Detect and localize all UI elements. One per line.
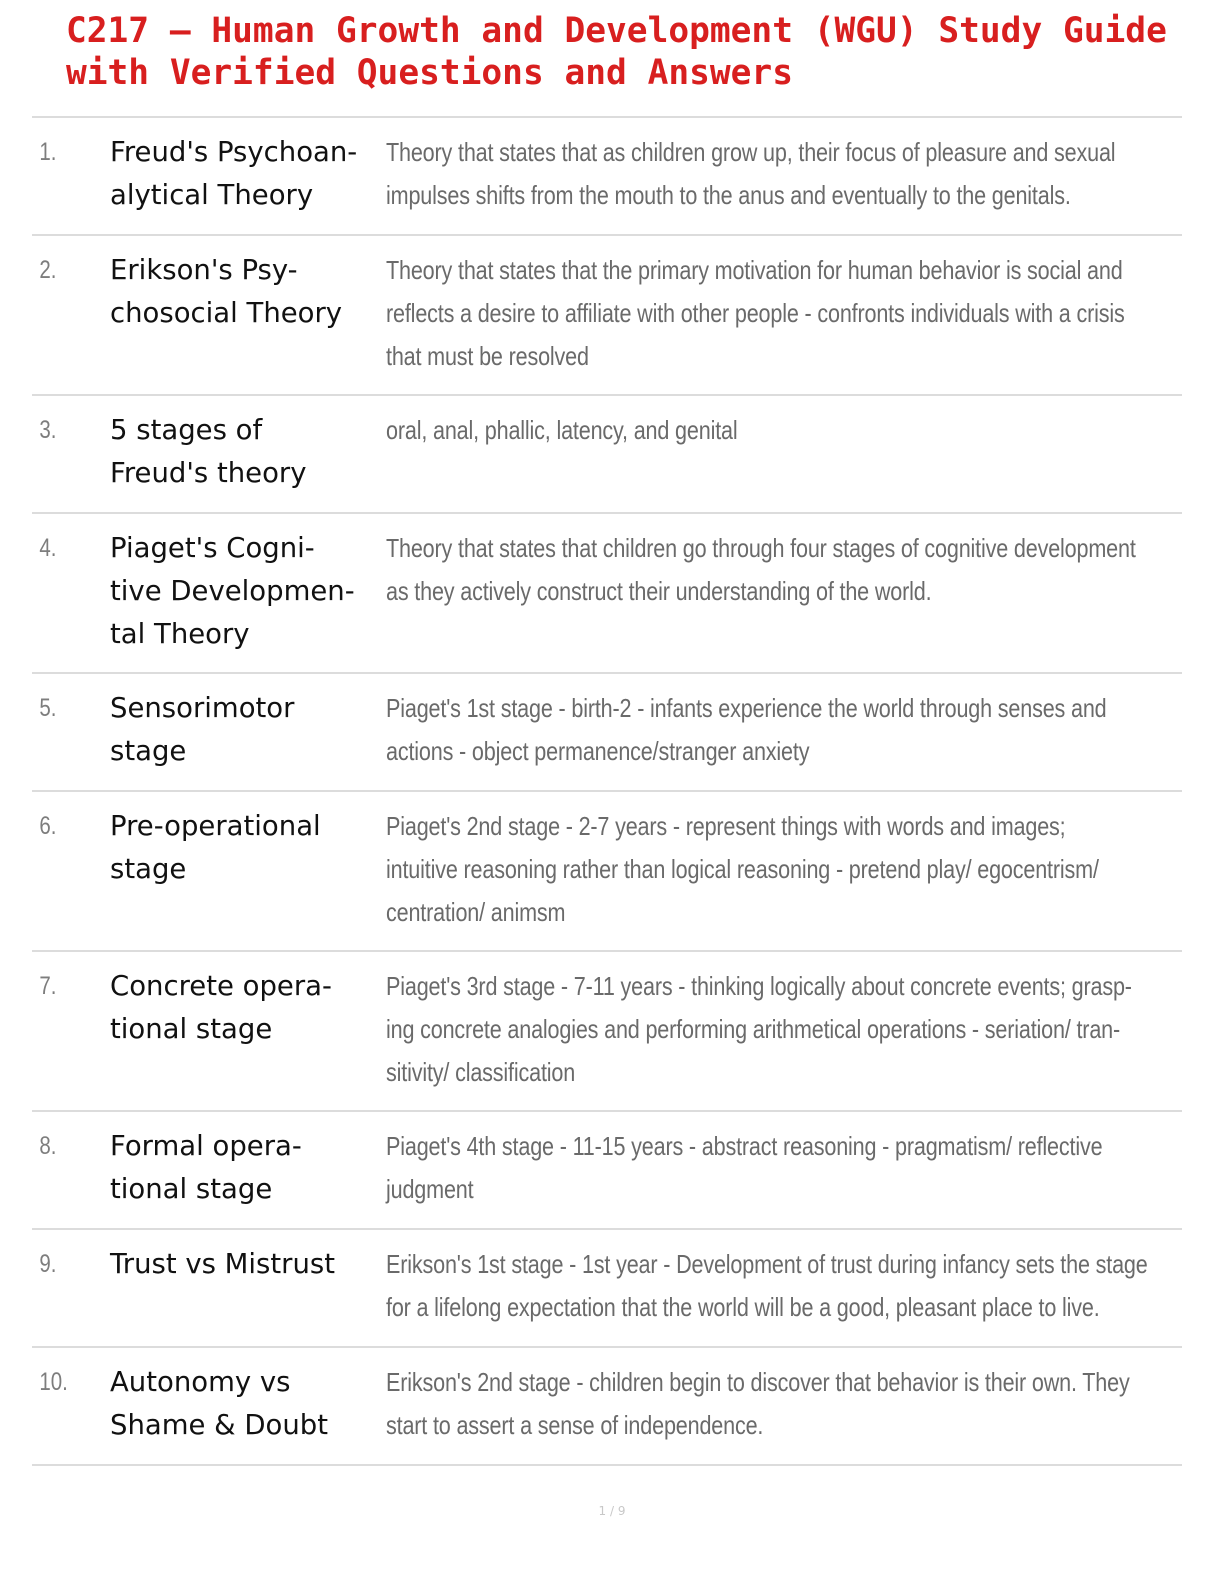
card-definition: Piaget's 4th stage - 11-15 years - abstract reasoning - pragmatism/ reflective judgment [386,1131,1103,1204]
card-definition: oral, anal, phallic, latency, and genital [386,415,738,445]
card-term: Pre-operational stage [110,810,321,885]
card-definition: Theory that states that as children grow up, their focus of pleasure and sexual impulses shifts from the mouth to the anus and eventually to the genitals. [386,137,1116,210]
card-row [32,118,1182,236]
card-row [32,396,1182,514]
card-row [32,1348,1182,1466]
card-term: Autonomy vs Shame & Doubt [110,1366,329,1441]
card-row [32,1230,1182,1348]
document-title: C217 – Human Growth and Development (WGU) Study Guide with Verified Questions and Answers [66,11,1167,93]
flashcard-list [32,116,1182,1466]
card-term: Freud's Psychoan- alytical Theory [110,136,358,211]
card-term: Concrete opera- tional stage [110,970,332,1045]
card-definition: Piaget's 2nd stage - 2-7 years - represent things with words and images; intuitive reasoning rather than logical reasoning - pretend play/ egocentrism/ centration/ animsm [386,811,1099,927]
page-indicator: 1 / 9 [598,1504,626,1518]
card-term: Trust vs Mistrust [110,1248,336,1280]
card-number: 1. [39,138,57,166]
card-number: 6. [39,812,57,840]
card-term: Erikson's Psy- chosocial Theory [110,254,343,329]
card-definition: Piaget's 3rd stage - 7-11 years - thinking logically about concrete events; grasp- ing concrete analogies and performing arithmetical operations - seriation/ tran- sitivity/ classification [386,971,1132,1087]
card-number: 9. [39,1250,57,1278]
card-row [32,674,1182,792]
card-row [32,514,1182,674]
card-definition: Erikson's 2nd stage - children begin to discover that behavior is their own. They start to assert a sense of independence. [386,1367,1130,1440]
card-term: Piaget's Cogni- tive Developmen- tal Theory [110,532,355,650]
card-term: Sensorimotor stage [110,692,295,767]
card-definition: Theory that states that the primary motivation for human behavior is social and reflects a desire to affiliate with other people - confronts individuals with a crisis that must be resolved [386,255,1125,371]
card-number: 8. [39,1132,57,1160]
card-row [32,236,1182,396]
card-number: 4. [39,534,57,562]
card-number: 10. [39,1368,68,1396]
card-term: Formal opera- tional stage [110,1130,302,1205]
card-definition: Piaget's 1st stage - birth-2 - infants experience the world through senses and actions - object permanence/stranger anxiety [386,693,1107,766]
card-definition: Theory that states that children go through four stages of cognitive development as they actively construct their understanding of the world. [386,533,1136,606]
card-number: 3. [39,416,57,444]
card-row [32,792,1182,952]
card-row [32,1112,1182,1230]
card-row [32,952,1182,1112]
card-definition: Erikson's 1st stage - 1st year - Development of trust during infancy sets the stage for a lifelong expectation that the world will be a good, pleasant place to live. [386,1249,1148,1322]
card-number: 2. [39,256,57,284]
card-number: 5. [39,694,57,722]
card-number: 7. [39,972,57,1000]
card-term: 5 stages of Freud's theory [110,414,307,489]
